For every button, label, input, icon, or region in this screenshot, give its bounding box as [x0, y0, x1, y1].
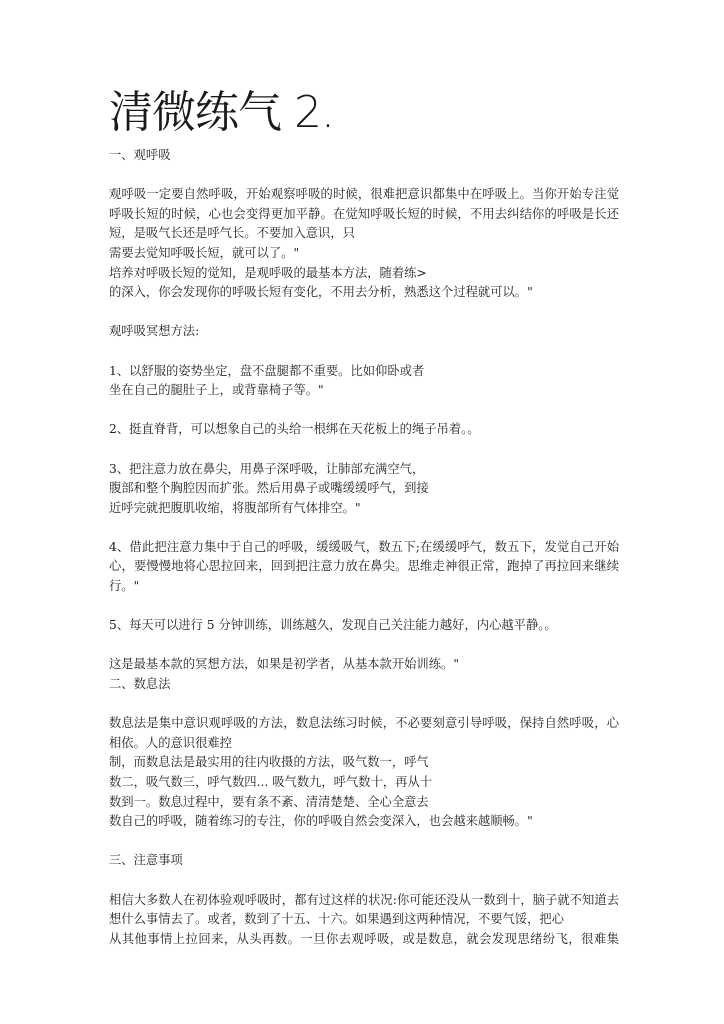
- paragraph-observe-breathing: [109, 185, 619, 303]
- text-line: 相依。人的意识很难控: [109, 735, 232, 750]
- step-3: [109, 460, 619, 519]
- method-heading: 观呼吸冥想方法:: [109, 324, 200, 339]
- text-line: 呼吸长短的时候，心也会变得更加平静。在觉知呼吸长短的时候，不用去纠结你的呼吸是长还: [109, 206, 619, 221]
- text-line: 3、把注意力放在鼻尖，用鼻子深呼吸，让肺部充满空气，: [109, 461, 425, 476]
- step-4: [109, 538, 619, 597]
- paragraph-notes: [109, 891, 619, 950]
- text-line: 数到一。数息过程中，要有条不紊、清清楚楚、全心全意去: [109, 794, 429, 809]
- text-line: 腹部和整个胸腔因而扩张。然后用鼻子或嘴缓缓呼气，到接: [109, 481, 429, 496]
- text-line: 数息法是集中意识观呼吸的方法，数息法练习时候，不必要刻意引导呼吸，保持自然呼吸，心: [109, 716, 619, 731]
- step-2: [109, 420, 619, 440]
- text-line: 需要去觉知呼吸长短，就可以了。": [109, 245, 300, 260]
- text-line: 近呼完就把腹肌收缩，将腹部所有气体排空。": [109, 500, 361, 515]
- text-line: 从其他事情上拉回来，从头再数。一旦你去观呼吸，或是数息，就会发现思绪纷飞，很难集: [109, 931, 619, 946]
- text-line: 数二，吸气数三，呼气数四... 吸气数九，呼气数十，再从十: [109, 775, 433, 789]
- text-line: 观呼吸一定要自然呼吸，开始观察呼吸的时候，很难把意识都集中在呼吸上。当你开始专注觉: [109, 187, 619, 202]
- step-5: [109, 616, 619, 636]
- text-line: 坐在自己的腿肚子上，或背靠椅子等。": [109, 383, 324, 398]
- document-title: 清微练气 2.: [109, 87, 334, 138]
- text-line: 行。": [109, 579, 140, 594]
- text-line: 的深入，你会发现你的呼吸长短有变化，不用去分析，熟悉这个过程就可以。": [109, 285, 533, 300]
- section-heading-observe-breathing: 一、观呼吸: [109, 148, 171, 162]
- section-heading-notes: 三、注意事项: [109, 853, 183, 868]
- text-line: 数自己的呼吸，随着练习的专注，你的呼吸自然会变深入，也会越来越顺畅。": [109, 814, 533, 829]
- step-1: [109, 362, 619, 401]
- text-line: 短，是吸气长还是呼气长。不要加入意识，只: [109, 226, 355, 241]
- closing-text: 这是最基本款的冥想方法，如果是初学者，从基本款开始训练。": [109, 657, 459, 672]
- text-line: 培养对呼吸长短的觉知，是观呼吸的最基本方法，随着练>: [109, 265, 427, 280]
- text-line: 5、每天可以进行 5 分钟训练，训练越久，发现自己关注能力越好，内心越平静。。: [109, 618, 557, 633]
- text-line: 4、借此把注意力集中于自己的呼吸，缓缓吸气，数五下;在缓缓呼气，数五下，发觉自己开始: [109, 539, 619, 554]
- text-line: 2、挺直脊背，可以想象自己的头给一根绑在天花板上的绳子吊着。。: [109, 422, 480, 437]
- section-heading-counting-breath: 二、数息法: [109, 677, 171, 692]
- text-line: 心，要慢慢地将心思拉回来，回到把注意力放在鼻尖。思维走神很正常，跑掉了再拉回来继续: [109, 559, 619, 574]
- text-line: 想什么事情去了。或者，数到了十五、十六。如果遇到这两种情况，不要气馁，把心: [109, 912, 564, 927]
- text-line: 相信大多数人在初体验观呼吸时，都有过这样的状况:你可能还没从一数到十，脑子就不知道去: [109, 892, 619, 907]
- text-line: 1、以舒服的姿势坐定，盘不盘腿都不重要。比如仰卧或者: [109, 363, 425, 378]
- document-page: [109, 88, 619, 949]
- text-line: 制，而数息法是最实用的往内收摄的方法，吸气数一，呼气: [109, 755, 429, 770]
- paragraph-counting-breath: [109, 714, 619, 832]
